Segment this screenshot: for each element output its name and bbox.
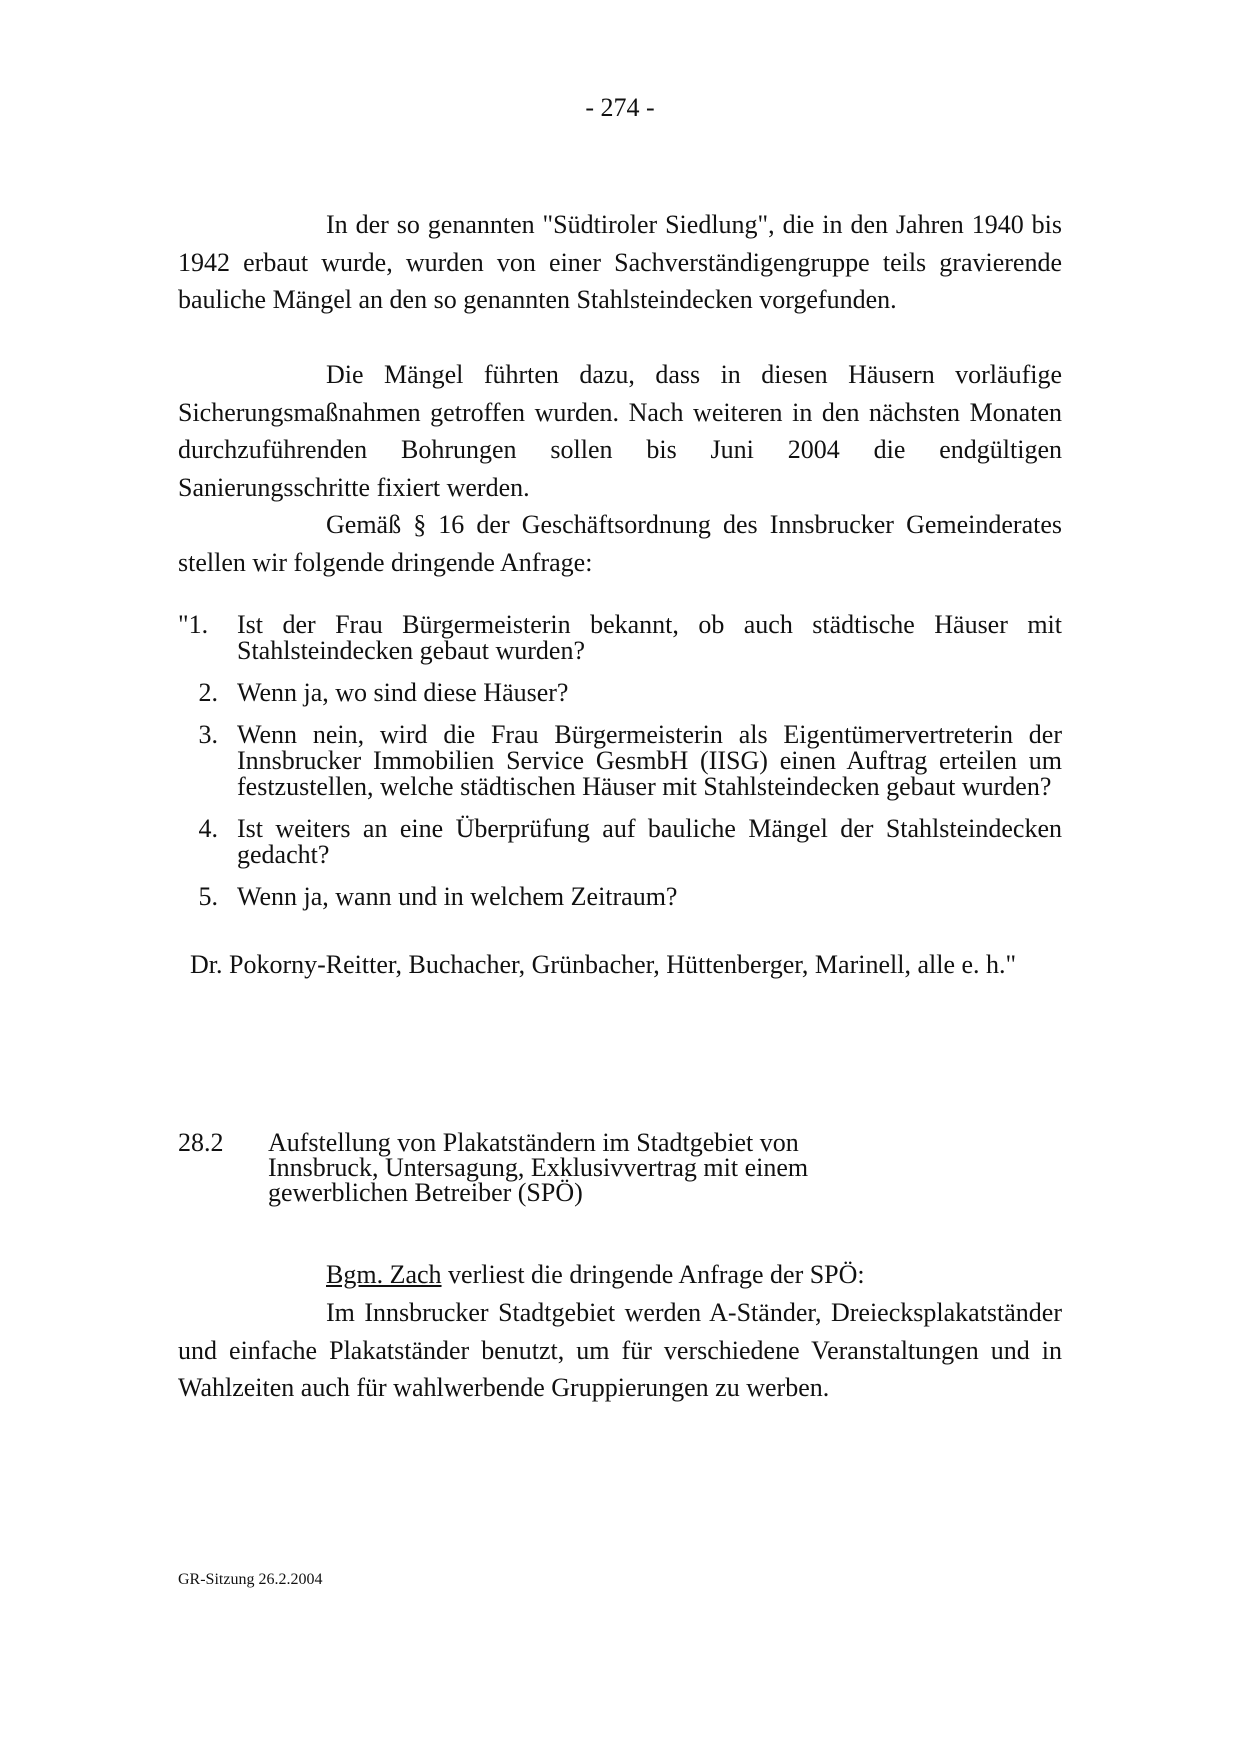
section-number: 28.2 [178, 1128, 224, 1157]
paragraph-geschaeftsordnung: Gemäß § 16 der Geschäftsordnung des Innsbrucker Gemeinderates stellen wir folgende dringende Anfrage: [178, 510, 1062, 577]
question-list [178, 612, 1062, 926]
section-title [268, 1130, 918, 1205]
section-title-line: gewerblichen Betreiber (SPÖ) [268, 1178, 583, 1207]
intro-line [326, 1256, 865, 1293]
list-item-text: Ist der Frau Bürgermeisterin bekannt, ob auch städtische Häuser mit Stahlsteindecken gebaut wurden? [237, 610, 1062, 665]
list-item [178, 816, 1062, 868]
list-item-number: 2. [198, 678, 218, 707]
list-item [178, 722, 1062, 800]
speaker-name: Bgm. Zach [326, 1260, 442, 1289]
list-item-number: 4. [198, 814, 218, 843]
paragraph-siedlung: In der so genannten "Südtiroler Siedlung", die in den Jahren 1940 bis 1942 erbaut wurde, wurden von einer Sachverständigengruppe teils gravierende bauliche Mängel an den so genannten Stahlsteindecken vorgefunden. [178, 210, 1062, 314]
intro-text: verliest die dringende Anfrage der SPÖ: [441, 1260, 865, 1289]
footer: GR-Sitzung 26.2.2004 [178, 1571, 323, 1588]
paragraph-maengel: Die Mängel führten dazu, dass in diesen Häusern vorläufige Sicherungsmaßnahmen getroffen wurden. Nach weiteren in den nächsten Monaten durchzuführenden Bohrungen sollen bis Juni 2004 die endgültigen Sanierungsschritte fixiert werden. [178, 360, 1062, 502]
list-item [178, 612, 1062, 664]
list-item-number: "1. [178, 610, 209, 639]
paragraph-plakatstaender: Im Innsbrucker Stadtgebiet werden A-Ständer, Dreiecksplakatständer und einfache Plakatständer benutzt, um für verschiedene Veranstaltungen und in Wahlzeiten auch für wahlwerbende Gruppierungen zu werben. [178, 1298, 1062, 1402]
section-title-line: Innsbruck, Untersagung, Exklusivvertrag mit einem [268, 1153, 809, 1182]
list-item-number: 5. [198, 882, 218, 911]
list-item-text: Wenn ja, wann und in welchem Zeitraum? [237, 882, 678, 911]
list-item-number: 3. [198, 720, 218, 749]
section-title-line: Aufstellung von Plakatständern im Stadtgebiet von [268, 1128, 799, 1157]
page-number: - 274 - [585, 93, 655, 122]
signatories: Dr. Pokorny-Reitter, Buchacher, Grünbacher, Hüttenberger, Marinell, alle e. h." [190, 950, 1017, 979]
list-item [178, 680, 1062, 706]
list-item-text: Wenn ja, wo sind diese Häuser? [237, 678, 569, 707]
list-item-text: Ist weiters an eine Überprüfung auf bauliche Mängel der Stahlsteindecken gedacht? [237, 814, 1062, 869]
list-item-text: Wenn nein, wird die Frau Bürgermeisterin als Eigentümervertreterin der Innsbrucker Immobilien Service GesmbH (IISG) einen Auftrag erteilen um festzustellen, welche städtischen Häuser mit Stahlsteindecken gebaut wurden? [237, 720, 1062, 801]
list-item [178, 884, 1062, 910]
